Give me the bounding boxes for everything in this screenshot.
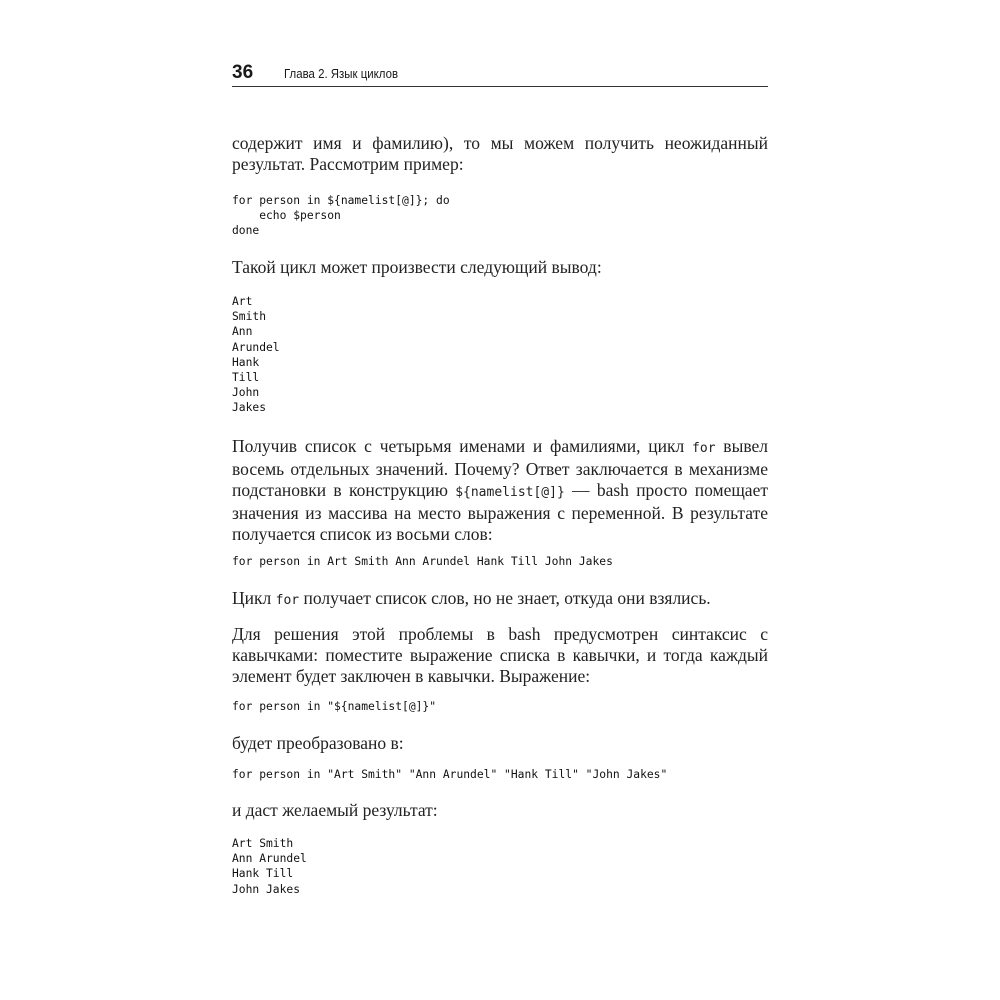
code-line: for person in ${namelist[@]}; do	[232, 194, 450, 207]
running-header	[232, 60, 768, 87]
paragraph-result: и даст желаемый результат:	[232, 800, 438, 820]
paragraph-explanation	[232, 436, 768, 545]
output-line: John Jakes	[232, 882, 301, 896]
paragraph-intro-line2: результат. Рассмотрим пример:	[232, 154, 464, 174]
output-line: Ann	[232, 325, 253, 339]
output-line: Art Smith	[232, 837, 294, 850]
code-block-quoted-expanded: for person in "Art Smith" "Ann Arundel" "Hank Till" "John Jakes"	[232, 768, 668, 781]
paragraph-for-receives	[232, 588, 768, 611]
output-line: Till	[232, 371, 260, 385]
inline-code-for: for	[692, 441, 716, 456]
output-line: Ann Arundel	[232, 852, 307, 866]
page-number: 36	[232, 62, 254, 83]
paragraph-output-intro: Такой цикл может произвести следующий вывод:	[232, 257, 602, 277]
paragraph-transformed: будет преобразовано в:	[232, 733, 404, 753]
output-line: Hank Till	[232, 867, 294, 881]
text-run: — bash просто помещает значения из массива на место выражения с переменной. В результате получается список из восьми слов:	[232, 480, 768, 544]
text-run: вывел восемь отдельных значений. Почему? Ответ заключается в механизме подстановки в конструкцию	[232, 436, 768, 500]
code-block-expanded: for person in Art Smith Ann Arundel Hank Till John Jakes	[232, 555, 613, 568]
output-line: Smith	[232, 310, 267, 324]
paragraph-intro-line1: содержит имя и фамилию), то мы можем получить неожиданный	[232, 133, 768, 153]
text-run: получает список слов, но не знает, откуда они взялись.	[299, 588, 711, 608]
code-line: done	[232, 224, 260, 238]
paragraph-solution: Для решения этой проблемы в bash предусмотрен синтаксис с кавычками: поместите выражение списка в кавычки, и тогда каждый элемент будет заключен в кавычки. Выражение:	[232, 624, 768, 686]
output-line: John	[232, 386, 260, 400]
text-run: Цикл	[232, 588, 276, 608]
output-line: Arundel	[232, 340, 280, 354]
code-block-output-split	[232, 294, 768, 416]
code-line: echo $person	[232, 209, 341, 223]
code-block-quoted: for person in "${namelist[@]}"	[232, 700, 437, 713]
code-block-output-quoted	[232, 836, 768, 897]
output-line: Jakes	[232, 401, 267, 415]
code-block-loop	[232, 193, 768, 239]
inline-code-for: for	[275, 593, 300, 608]
output-line: Hank	[232, 355, 260, 369]
chapter-title: Глава 2. Язык циклов	[284, 66, 399, 81]
text-run: Получив список с четырьмя именами и фамилиями, цикл	[232, 436, 693, 456]
inline-code-namelist: ${namelist[@]}	[455, 485, 565, 500]
paragraph-intro	[232, 133, 768, 175]
output-line: Art	[232, 295, 253, 308]
